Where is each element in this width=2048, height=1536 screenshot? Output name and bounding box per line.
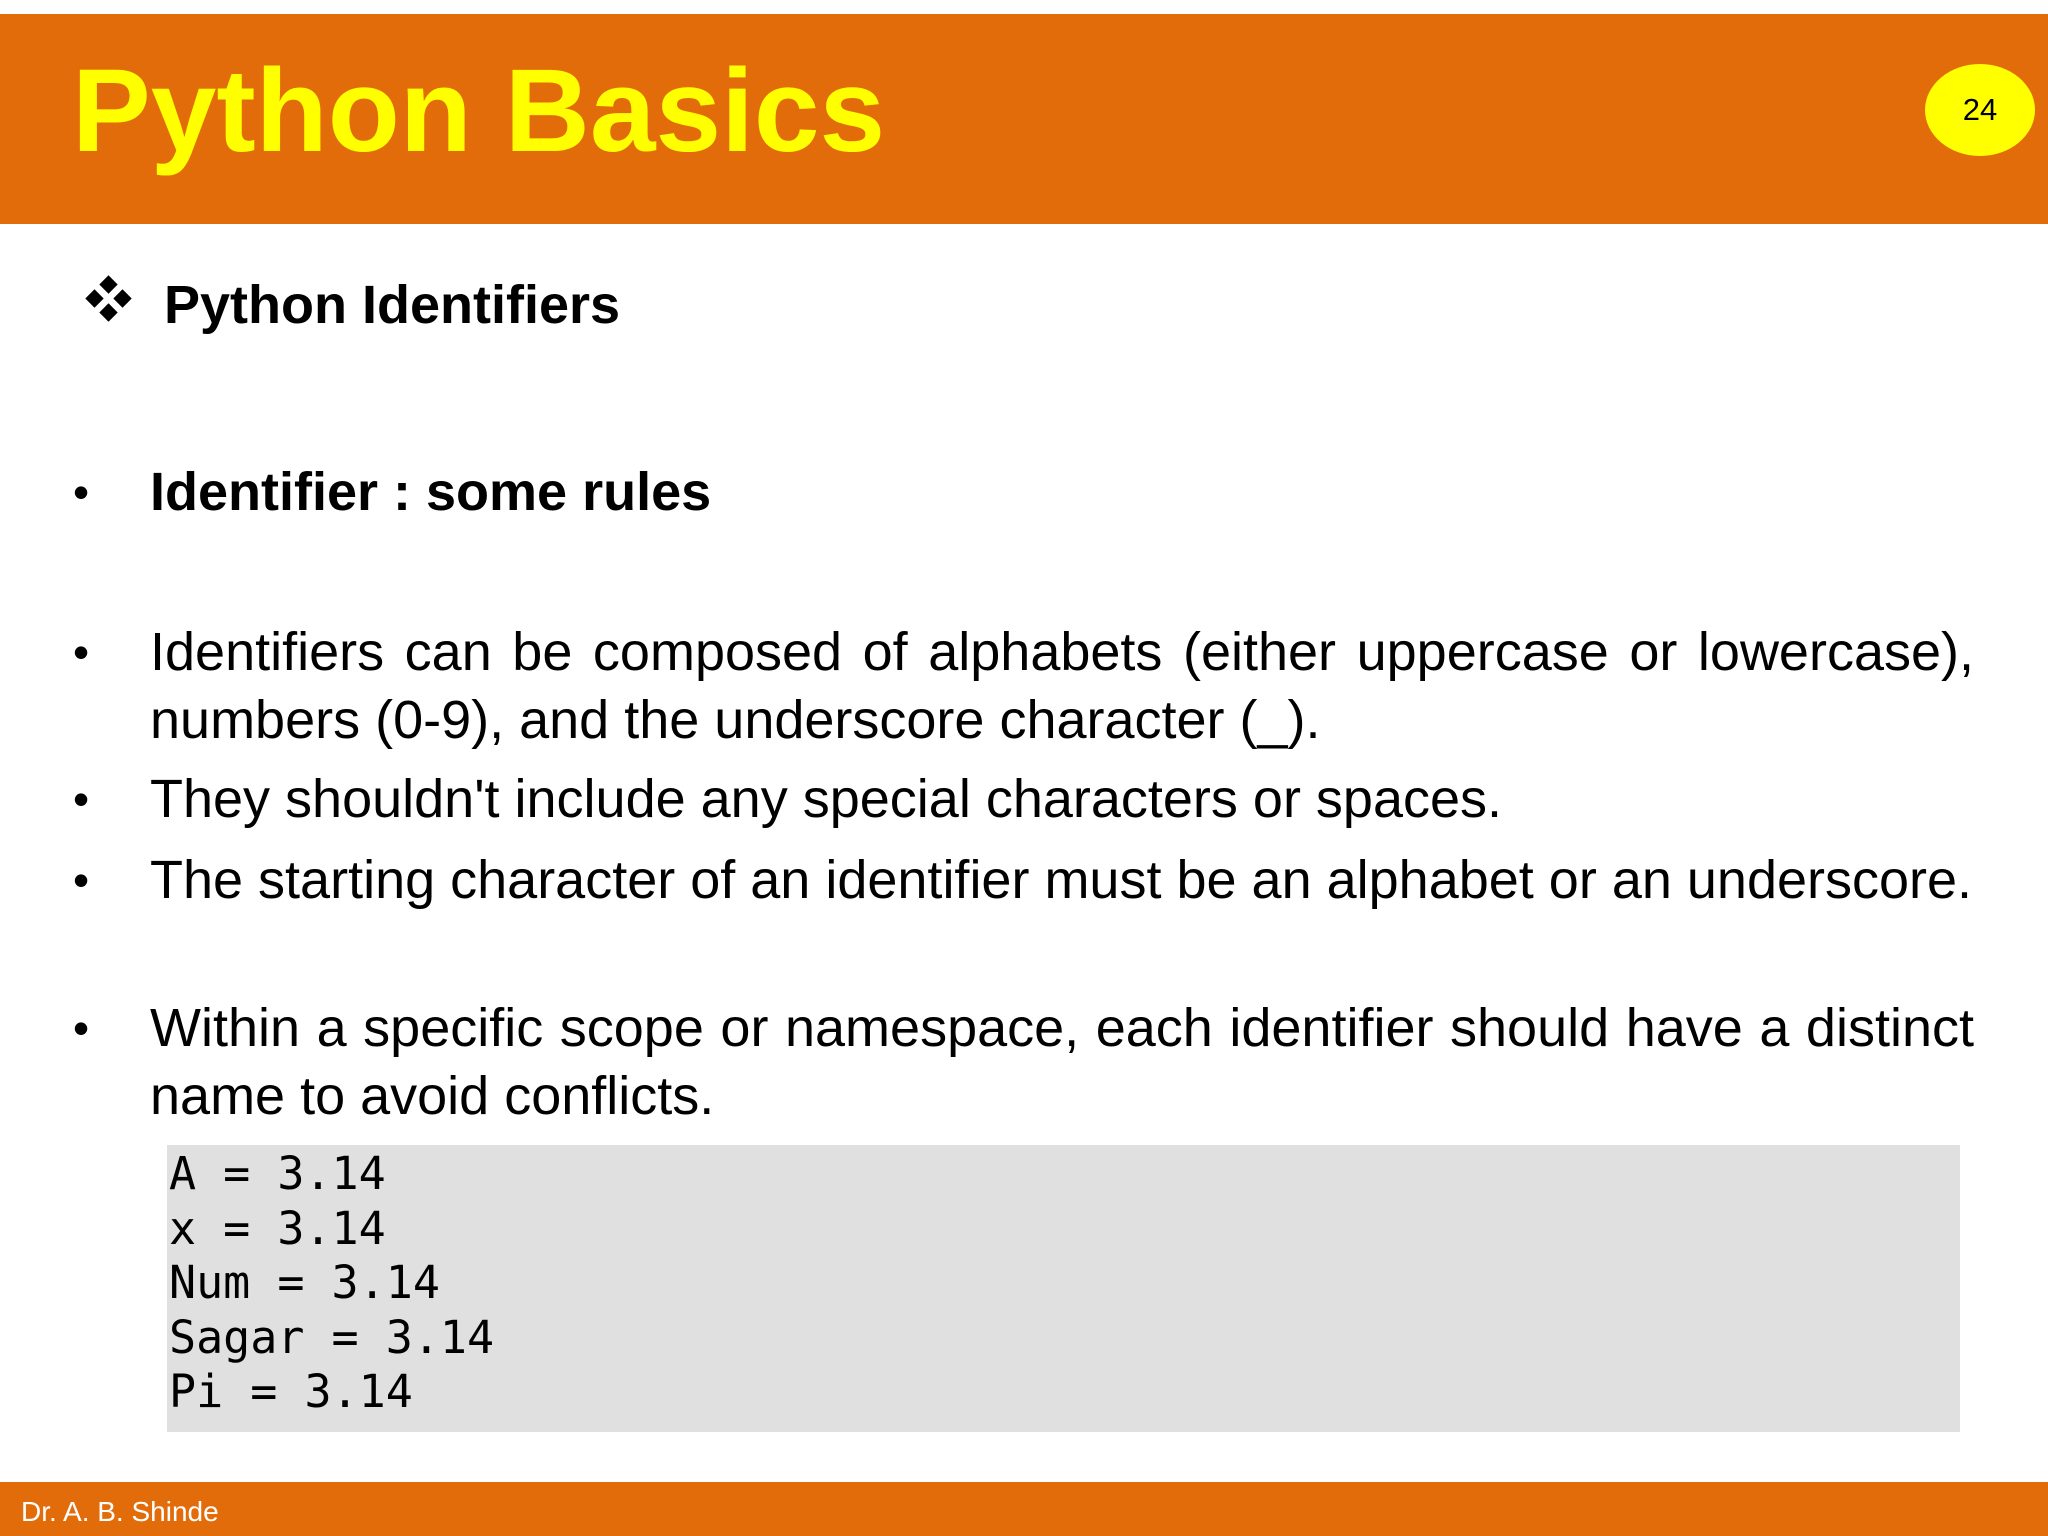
page-number-badge xyxy=(1925,64,2035,156)
bullet-dot: • xyxy=(72,773,90,825)
list-item xyxy=(66,618,1976,754)
code-line: Sagar = 3.14 xyxy=(169,1310,495,1364)
list-item xyxy=(66,765,1976,833)
bullet-dot: • xyxy=(72,854,90,906)
bullet-text: Identifier : some rules xyxy=(150,462,712,522)
diamond-bullet-icon xyxy=(88,278,130,320)
bullet-text: Within a specific scope or namespace, each identifier should have a distinct name to avoid conflicts. xyxy=(150,998,1974,1126)
page-number: 24 xyxy=(1962,92,1998,127)
bullet-dot: • xyxy=(72,466,90,518)
footer-author: Dr. A. B. Shinde xyxy=(21,1496,219,1527)
slide-title: Python Basics xyxy=(72,45,886,177)
code-line: Num = 3.14 xyxy=(169,1256,440,1309)
section-heading xyxy=(88,270,620,340)
list-item xyxy=(66,846,1976,914)
code-line: Pi = 3.14 xyxy=(169,1365,413,1418)
code-block xyxy=(167,1145,1960,1432)
list-item xyxy=(66,994,1976,1130)
bullet-text: They shouldn't include any special characters or spaces. xyxy=(150,769,1503,829)
section-title: Python Identifiers xyxy=(164,275,621,335)
code-line: A = 3.14 xyxy=(169,1147,386,1200)
bullet-dot: • xyxy=(72,1002,90,1054)
list-item xyxy=(66,458,1976,526)
footer-bar xyxy=(0,1482,2048,1536)
code-line: x = 3.14 xyxy=(169,1201,386,1255)
bullet-text: Identifiers can be composed of alphabets (either uppercase or lowercase), numbers (0-9), and the underscore character (_). xyxy=(150,622,1974,750)
bullet-text: The starting character of an identifier must be an alphabet or an underscore. xyxy=(150,850,1973,910)
bullet-dot: • xyxy=(72,626,90,678)
